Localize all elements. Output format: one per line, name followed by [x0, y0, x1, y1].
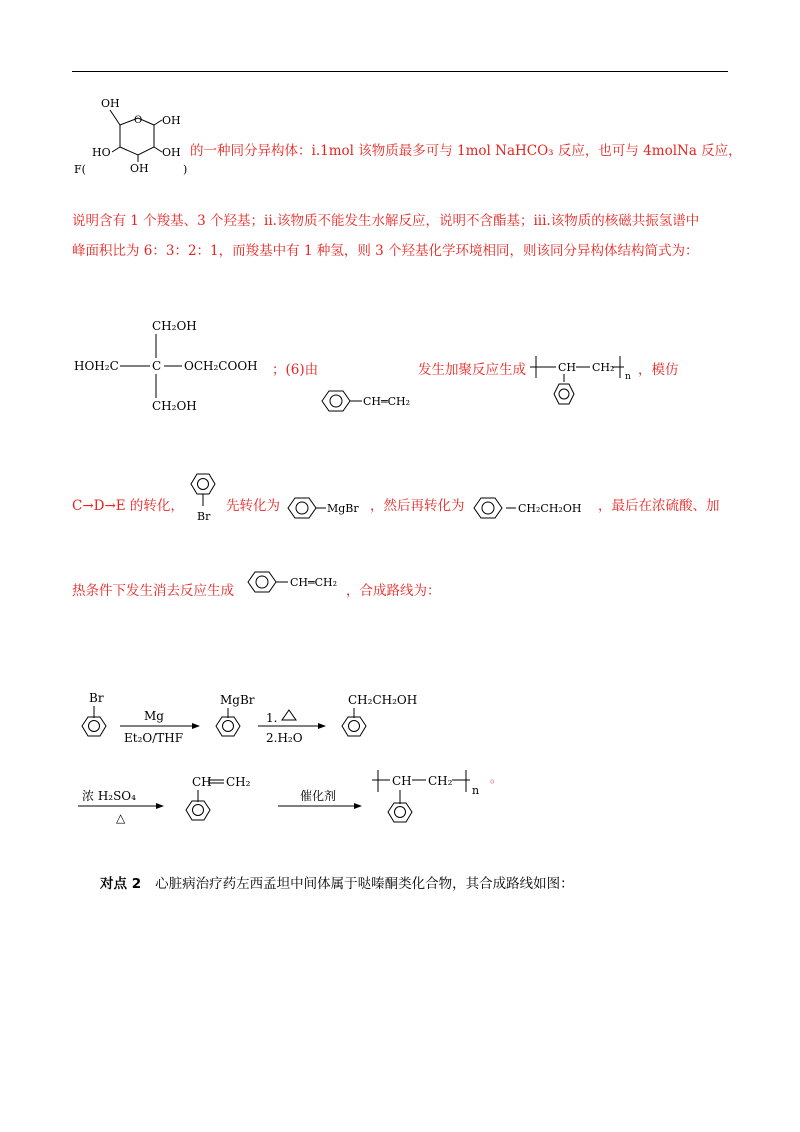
line-4b: 发生加聚反应生成	[418, 362, 526, 378]
line-4a: ；(6)由	[272, 362, 319, 378]
svg-text:催化剂: 催化剂	[300, 789, 337, 803]
line-4c: ，模仿	[638, 362, 679, 378]
svg-text:CH: CH	[392, 774, 412, 788]
svg-text:CH₂OH: CH₂OH	[152, 399, 197, 413]
svg-text:OCH₂COOH: OCH₂COOH	[184, 359, 258, 373]
svg-text:CH₂: CH₂	[428, 774, 453, 788]
svg-text:Mg: Mg	[144, 709, 164, 723]
grignard-structure-1	[284, 494, 368, 524]
svg-text:浓 H₂SO₄: 浓 H₂SO₄	[82, 789, 136, 803]
synthesis-route	[72, 690, 532, 850]
line-5b: 先转化为	[226, 498, 280, 514]
svg-text:OH: OH	[162, 146, 181, 159]
svg-text:C: C	[152, 359, 162, 373]
note-text: 心脏病治疗药左西孟坦中间体属于哒嗪酮类化合物，其合成路线如图：	[155, 876, 574, 892]
glucose-structure	[70, 92, 195, 182]
label-f: F(	[74, 163, 86, 176]
svg-text:OH: OH	[162, 114, 181, 127]
svg-text:MgBr: MgBr	[327, 502, 359, 515]
svg-text:Br: Br	[197, 510, 211, 523]
line-5c: ，然后再转化为	[370, 498, 465, 514]
svg-text:OH: OH	[130, 162, 149, 175]
polystyrene-structure-1	[528, 352, 638, 414]
bromobenzene-structure-1	[186, 470, 222, 526]
svg-text:△: △	[116, 811, 126, 825]
svg-text:Br: Br	[89, 691, 104, 705]
svg-text:HO: HO	[92, 146, 111, 159]
practice-note	[100, 872, 574, 892]
styrene-structure-1	[316, 386, 426, 416]
line-1: 的一种同分异构体：i.1mol 该物质最多可与 1mol NaHCO₃ 反应，也可与 4molNa 反应，	[190, 143, 742, 159]
svg-text:HOH₂C: HOH₂C	[74, 359, 119, 373]
note-label: 对点 2	[100, 876, 142, 892]
svg-text:CH₂: CH₂	[226, 775, 251, 789]
svg-text:n: n	[472, 784, 480, 797]
svg-text:CH: CH	[558, 361, 577, 374]
svg-text:CH₂CH₂OH: CH₂CH₂OH	[348, 693, 418, 707]
svg-text:。: 。	[490, 771, 503, 785]
svg-text:Et₂O/THF: Et₂O/THF	[124, 731, 184, 745]
header-rule	[72, 71, 728, 72]
label-close: )	[183, 163, 188, 176]
svg-text:CH₂OH: CH₂OH	[152, 319, 197, 333]
styrene-structure-2	[244, 568, 356, 598]
svg-text:MgBr: MgBr	[220, 693, 255, 707]
isomer-structure	[72, 316, 302, 416]
line-2: 说明含有 1 个羧基、3 个羟基；ii.该物质不能发生水解反应，说明不含酯基；iii.该物质的核磁共振氢谱中	[72, 213, 700, 229]
svg-text:1.: 1.	[266, 711, 278, 725]
svg-text:CH₂CH₂OH: CH₂CH₂OH	[518, 502, 582, 515]
line-6b: ，合成路线为：	[346, 583, 441, 599]
svg-text:CH═CH₂: CH═CH₂	[290, 576, 338, 589]
svg-text:n: n	[625, 372, 631, 382]
svg-text:CH: CH	[192, 775, 212, 789]
svg-text:OH: OH	[101, 97, 120, 110]
line-5d: ，最后在浓硫酸、加	[598, 498, 720, 514]
svg-text:O: O	[134, 115, 143, 126]
svg-text:2.H₂O: 2.H₂O	[266, 731, 303, 745]
line-5a: C→D→E 的转化，	[72, 498, 184, 514]
svg-text:CH₂: CH₂	[592, 361, 615, 374]
phenylethanol-structure-1	[470, 494, 598, 524]
line-3: 峰面积比为 6：3：2：1，而羧基中有 1 种氢，则 3 个羟基化学环境相同，则该同分异构体结构简式为：	[72, 243, 699, 259]
svg-text:CH═CH₂: CH═CH₂	[363, 395, 411, 408]
line-6a: 热条件下发生消去反应生成	[72, 583, 234, 599]
